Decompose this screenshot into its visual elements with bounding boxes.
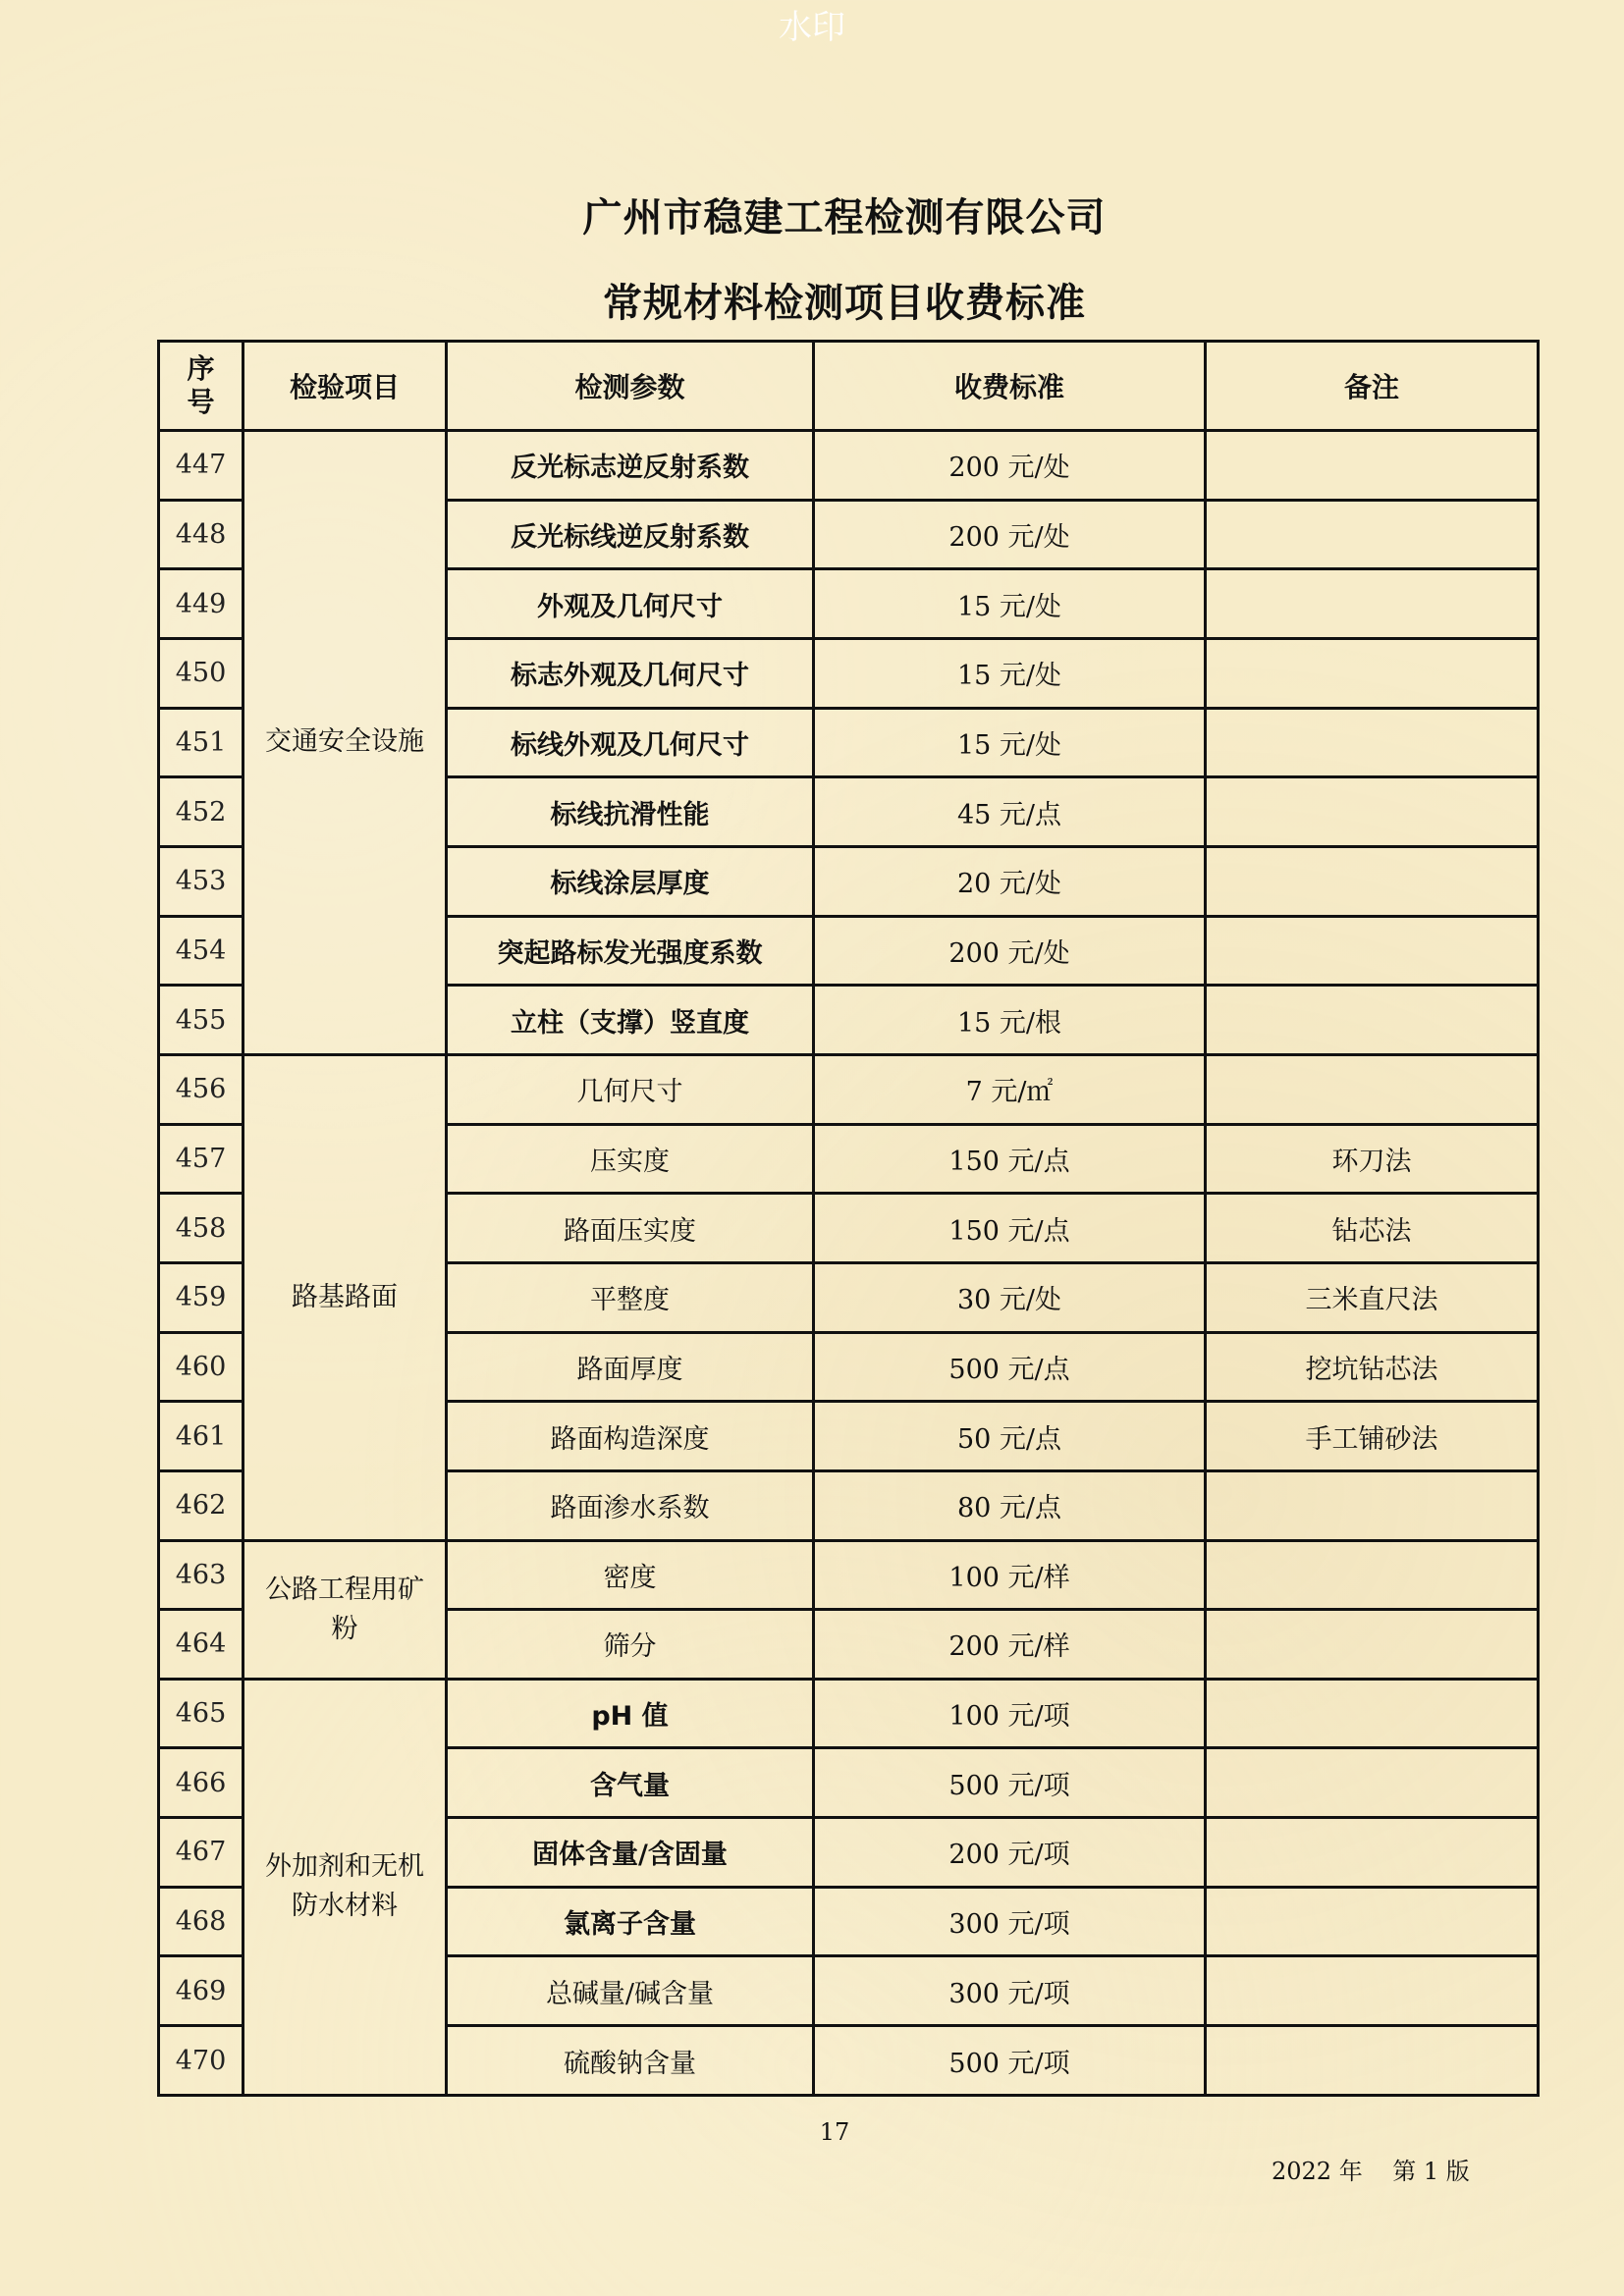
fee-standard: 200 元/项 bbox=[814, 1818, 1206, 1888]
row-number: 457 bbox=[159, 1124, 244, 1194]
test-parameter: 固体含量/含固量 bbox=[447, 1818, 814, 1888]
fee-standard: 30 元/处 bbox=[814, 1262, 1206, 1332]
row-number: 456 bbox=[159, 1054, 244, 1124]
row-number: 464 bbox=[159, 1610, 244, 1680]
test-parameter: 密度 bbox=[447, 1540, 814, 1610]
test-parameter: 标线抗滑性能 bbox=[447, 777, 814, 847]
remark bbox=[1206, 708, 1539, 777]
test-parameter: 路面厚度 bbox=[447, 1332, 814, 1402]
row-number: 469 bbox=[159, 1956, 244, 2026]
fee-standard: 20 元/处 bbox=[814, 846, 1206, 916]
test-parameter: 反光标线逆反射系数 bbox=[447, 500, 814, 569]
watermark-text: 水印 bbox=[779, 8, 845, 47]
test-parameter: 外观及几何尺寸 bbox=[447, 569, 814, 639]
fee-standard: 45 元/点 bbox=[814, 777, 1206, 847]
header-seq-line2: 号 bbox=[187, 386, 215, 418]
row-number: 460 bbox=[159, 1332, 244, 1402]
test-parameter: 标志外观及几何尺寸 bbox=[447, 638, 814, 708]
fee-standard: 100 元/项 bbox=[814, 1679, 1206, 1748]
header-remark: 备注 bbox=[1206, 342, 1539, 431]
row-number: 447 bbox=[159, 431, 244, 501]
header-param: 检测参数 bbox=[447, 342, 814, 431]
table-row bbox=[159, 1054, 1539, 1124]
test-parameter: 筛分 bbox=[447, 1610, 814, 1680]
fee-standard: 15 元/处 bbox=[814, 569, 1206, 639]
edition-info: 2022 年 第 1 版 bbox=[1272, 2158, 1470, 2185]
header-seq bbox=[159, 342, 244, 431]
remark bbox=[1206, 569, 1539, 639]
category-cell: 路基路面 bbox=[244, 1054, 447, 1540]
row-number: 465 bbox=[159, 1679, 244, 1748]
fee-standard: 200 元/处 bbox=[814, 916, 1206, 986]
remark bbox=[1206, 1054, 1539, 1124]
remark bbox=[1206, 1818, 1539, 1888]
row-number: 458 bbox=[159, 1194, 244, 1263]
fee-table bbox=[157, 340, 1540, 2097]
remark bbox=[1206, 1679, 1539, 1748]
category-cell bbox=[244, 1679, 447, 2095]
fee-standard: 200 元/处 bbox=[814, 500, 1206, 569]
row-number: 453 bbox=[159, 846, 244, 916]
test-parameter: 立柱（支撑）竖直度 bbox=[447, 986, 814, 1055]
fee-standard: 500 元/项 bbox=[814, 1748, 1206, 1818]
company-name: 广州市稳建工程检测有限公司 bbox=[582, 195, 1107, 240]
fee-standard: 300 元/项 bbox=[814, 1956, 1206, 2026]
category-cell: 交通安全设施 bbox=[244, 431, 447, 1055]
fee-standard: 7 元/㎡ bbox=[814, 1054, 1206, 1124]
category-line: 粉 bbox=[331, 1613, 358, 1644]
row-number: 455 bbox=[159, 986, 244, 1055]
remark bbox=[1206, 777, 1539, 847]
remark bbox=[1206, 846, 1539, 916]
category-cell bbox=[244, 1540, 447, 1679]
row-number: 454 bbox=[159, 916, 244, 986]
row-number: 463 bbox=[159, 1540, 244, 1610]
test-parameter: 硫酸钠含量 bbox=[447, 2026, 814, 2096]
header-item: 检验项目 bbox=[244, 342, 447, 431]
row-number: 452 bbox=[159, 777, 244, 847]
test-parameter: pH 值 bbox=[447, 1679, 814, 1748]
fee-standard: 200 元/样 bbox=[814, 1610, 1206, 1680]
test-parameter: 突起路标发光强度系数 bbox=[447, 916, 814, 986]
row-number: 448 bbox=[159, 500, 244, 569]
table-row bbox=[159, 1679, 1539, 1748]
remark: 钻芯法 bbox=[1206, 1194, 1539, 1263]
fee-standard: 100 元/样 bbox=[814, 1540, 1206, 1610]
fee-standard: 50 元/点 bbox=[814, 1402, 1206, 1471]
remark bbox=[1206, 638, 1539, 708]
row-number: 461 bbox=[159, 1402, 244, 1471]
fee-standard: 500 元/点 bbox=[814, 1332, 1206, 1402]
fee-standard: 500 元/项 bbox=[814, 2026, 1206, 2096]
test-parameter: 路面压实度 bbox=[447, 1194, 814, 1263]
remark bbox=[1206, 500, 1539, 569]
remark: 挖坑钻芯法 bbox=[1206, 1332, 1539, 1402]
row-number: 470 bbox=[159, 2026, 244, 2096]
header-fee: 收费标准 bbox=[814, 342, 1206, 431]
remark: 三米直尺法 bbox=[1206, 1262, 1539, 1332]
remark bbox=[1206, 1540, 1539, 1610]
row-number: 449 bbox=[159, 569, 244, 639]
remark bbox=[1206, 986, 1539, 1055]
fee-standard: 200 元/处 bbox=[814, 431, 1206, 501]
row-number: 468 bbox=[159, 1887, 244, 1956]
fee-standard: 150 元/点 bbox=[814, 1124, 1206, 1194]
page-number: 17 bbox=[819, 2118, 850, 2146]
test-parameter: 路面渗水系数 bbox=[447, 1470, 814, 1540]
fee-standard: 15 元/处 bbox=[814, 708, 1206, 777]
test-parameter: 几何尺寸 bbox=[447, 1054, 814, 1124]
row-number: 451 bbox=[159, 708, 244, 777]
row-number: 462 bbox=[159, 1470, 244, 1540]
test-parameter: 压实度 bbox=[447, 1124, 814, 1194]
table-row bbox=[159, 1540, 1539, 1610]
row-number: 467 bbox=[159, 1818, 244, 1888]
test-parameter: 标线外观及几何尺寸 bbox=[447, 708, 814, 777]
remark bbox=[1206, 1887, 1539, 1956]
test-parameter: 反光标志逆反射系数 bbox=[447, 431, 814, 501]
table-header-row bbox=[159, 342, 1539, 431]
remark bbox=[1206, 1610, 1539, 1680]
remark bbox=[1206, 1470, 1539, 1540]
fee-standard: 15 元/处 bbox=[814, 638, 1206, 708]
document-title: 常规材料检测项目收费标准 bbox=[603, 281, 1086, 326]
remark bbox=[1206, 1956, 1539, 2026]
fee-standard: 80 元/点 bbox=[814, 1470, 1206, 1540]
fee-standard: 300 元/项 bbox=[814, 1887, 1206, 1956]
row-number: 450 bbox=[159, 638, 244, 708]
remark bbox=[1206, 2026, 1539, 2096]
row-number: 466 bbox=[159, 1748, 244, 1818]
test-parameter: 标线涂层厚度 bbox=[447, 846, 814, 916]
category-line: 防水材料 bbox=[292, 1891, 398, 1922]
category-line: 外加剂和无机 bbox=[265, 1851, 424, 1883]
remark bbox=[1206, 916, 1539, 986]
test-parameter: 氯离子含量 bbox=[447, 1887, 814, 1956]
test-parameter: 平整度 bbox=[447, 1262, 814, 1332]
row-number: 459 bbox=[159, 1262, 244, 1332]
test-parameter: 路面构造深度 bbox=[447, 1402, 814, 1471]
test-parameter: 总碱量/碱含量 bbox=[447, 1956, 814, 2026]
remark bbox=[1206, 431, 1539, 501]
test-parameter: 含气量 bbox=[447, 1748, 814, 1818]
header-seq-line1: 序 bbox=[187, 352, 215, 385]
remark bbox=[1206, 1748, 1539, 1818]
table-row bbox=[159, 431, 1539, 501]
category-line: 公路工程用矿 bbox=[265, 1574, 424, 1605]
remark: 环刀法 bbox=[1206, 1124, 1539, 1194]
fee-standard: 15 元/根 bbox=[814, 986, 1206, 1055]
fee-standard: 150 元/点 bbox=[814, 1194, 1206, 1263]
remark: 手工铺砂法 bbox=[1206, 1402, 1539, 1471]
